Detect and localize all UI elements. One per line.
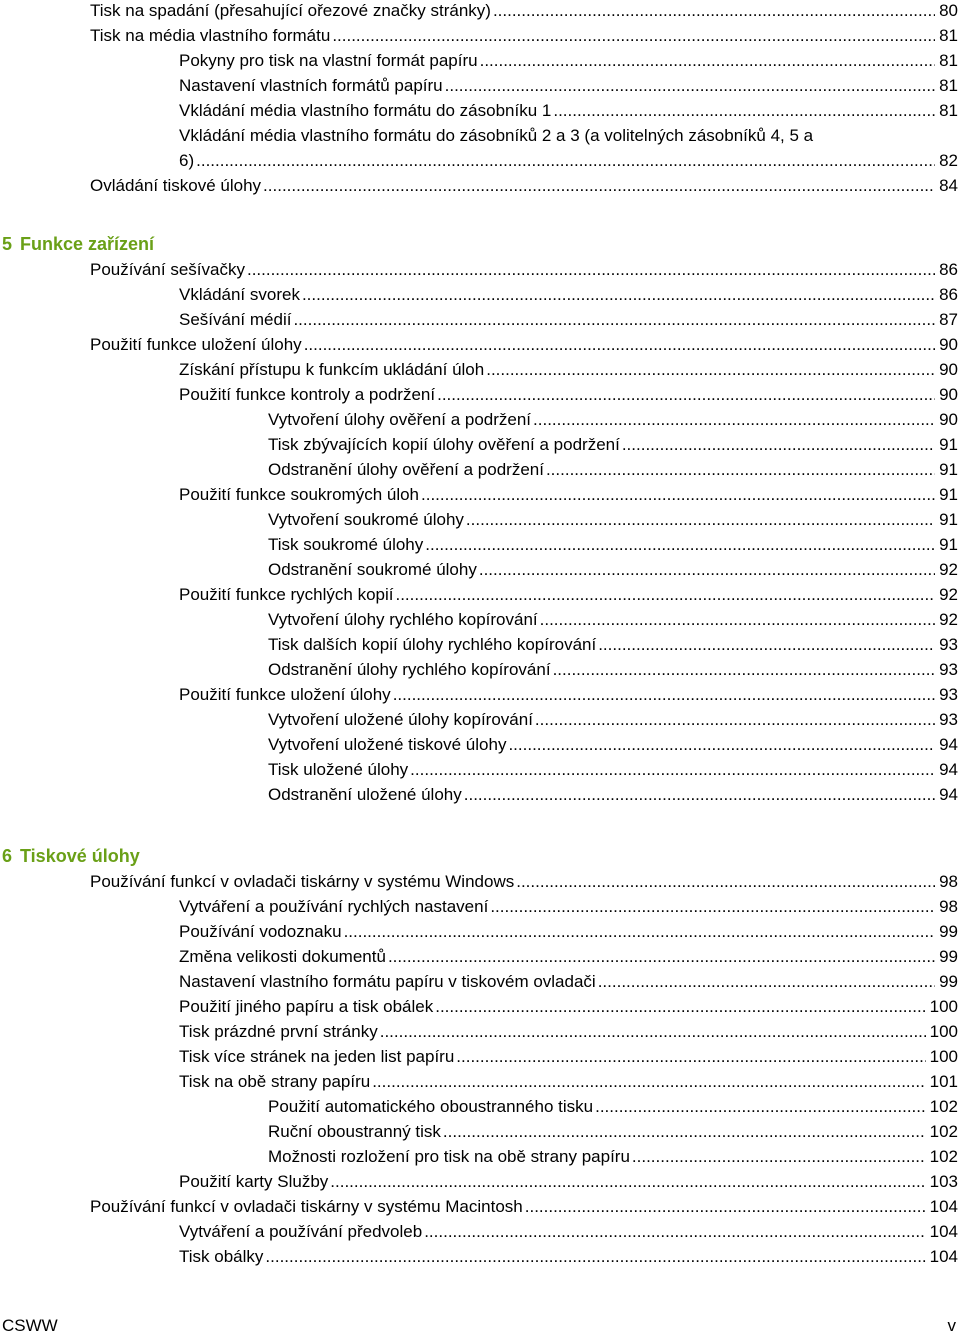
toc-entry-page: 81 xyxy=(939,101,958,120)
toc-entry-title: Získání přístupu k funkcím ukládání úloh xyxy=(179,360,485,379)
toc-entry-title: Vkládání média vlastního formátu do zásobníku 1 xyxy=(179,101,552,120)
dot-leader xyxy=(372,1069,925,1094)
toc-entry-title: Vytvoření uložené úlohy kopírování xyxy=(268,710,533,729)
dot-leader xyxy=(443,1119,926,1144)
toc-entry-page: 101 xyxy=(929,1072,958,1091)
dot-leader xyxy=(464,782,935,807)
dot-leader xyxy=(304,332,935,357)
toc-entry xyxy=(179,994,958,1019)
toc-entry-title: Používání vodoznaku xyxy=(179,922,342,941)
toc-entry-title: Použití karty Služby xyxy=(179,1172,329,1191)
dot-leader xyxy=(480,48,935,73)
toc-entry xyxy=(179,894,958,919)
toc-entry-wrapped-first-line xyxy=(179,123,958,148)
toc-entry xyxy=(179,1044,958,1069)
toc-entry xyxy=(268,407,958,432)
toc-entry-page: 93 xyxy=(939,710,958,729)
toc-entry-title: Odstranění úlohy ověření a podržení xyxy=(268,460,544,479)
toc-entry-title: Vytvoření úlohy ověření a podržení xyxy=(268,410,532,429)
dot-leader xyxy=(598,632,935,657)
toc-entry xyxy=(268,1144,958,1169)
toc-entry-title: Použití funkce uložení úlohy xyxy=(179,685,391,704)
toc-entry-title: Použití funkce uložení úlohy xyxy=(90,335,302,354)
toc-entry xyxy=(90,23,958,48)
chapter-heading xyxy=(2,843,140,869)
toc-entry-page: 81 xyxy=(939,76,958,95)
dot-leader xyxy=(424,1219,925,1244)
toc-entry-page: 92 xyxy=(939,585,958,604)
toc-entry-page: 90 xyxy=(939,385,958,404)
dot-leader xyxy=(493,0,935,23)
chapter-number: 6 xyxy=(2,846,13,866)
toc-entry-page: 104 xyxy=(929,1222,958,1241)
toc-entry-title: Použití funkce soukromých úloh xyxy=(179,485,420,504)
toc-entry-page: 100 xyxy=(929,1022,958,1041)
toc-entry-page: 102 xyxy=(929,1147,958,1166)
dot-leader xyxy=(525,1194,926,1219)
dot-leader xyxy=(490,894,935,919)
toc-entry-page: 93 xyxy=(939,685,958,704)
toc-entry xyxy=(179,1244,958,1269)
chapter-title: Tiskové úlohy xyxy=(20,846,140,866)
footer-left-label: CSWW xyxy=(2,1316,58,1335)
toc-entry-title: Vytváření a používání rychlých nastavení xyxy=(179,897,489,916)
toc-entry-page: 91 xyxy=(939,485,958,504)
toc-entry xyxy=(268,1119,958,1144)
toc-entry-title: Pokyny pro tisk na vlastní formát papíru xyxy=(179,51,478,70)
toc-entry-title: Vytváření a používání předvoleb xyxy=(179,1222,423,1241)
toc-entry xyxy=(179,73,958,98)
dot-leader xyxy=(598,969,935,994)
toc-entry xyxy=(179,98,958,123)
chapter-title: Funkce zařízení xyxy=(20,234,155,254)
toc-entry xyxy=(90,257,958,282)
toc-entry-page: 91 xyxy=(939,510,958,529)
dot-leader xyxy=(247,257,935,282)
toc-entry-title: Ruční oboustranný tisk xyxy=(268,1122,441,1141)
toc-entry xyxy=(179,1019,958,1044)
toc-entry-title: Použití funkce rychlých kopií xyxy=(179,585,394,604)
toc-entry-page: 80 xyxy=(939,1,958,20)
dot-leader xyxy=(622,432,935,457)
chapter-number: 5 xyxy=(2,234,13,254)
toc-entry xyxy=(268,732,958,757)
toc-entry-page: 82 xyxy=(939,151,958,170)
toc-entry xyxy=(268,707,958,732)
toc-entry-page: 81 xyxy=(939,51,958,70)
dot-leader xyxy=(553,657,936,682)
toc-entry-page: 84 xyxy=(939,176,958,195)
toc-entry-page: 81 xyxy=(939,26,958,45)
toc-entry-title: Používání funkcí v ovladači tiskárny v systému Macintosh xyxy=(90,1197,523,1216)
toc-entry-page: 87 xyxy=(939,310,958,329)
toc-entry xyxy=(179,1219,958,1244)
toc-entry xyxy=(90,0,958,23)
dot-leader xyxy=(380,1019,926,1044)
dot-leader xyxy=(421,482,935,507)
toc-entry xyxy=(90,332,958,357)
toc-entry xyxy=(179,382,958,407)
toc-entry-title: 6) xyxy=(179,151,195,170)
toc-entry-title: Používání sešívačky xyxy=(90,260,245,279)
toc-entry xyxy=(90,1194,958,1219)
toc-entry-page: 90 xyxy=(939,335,958,354)
toc-entry-title: Používání funkcí v ovladači tiskárny v systému Windows xyxy=(90,872,515,891)
toc-entry-title: Sešívání médií xyxy=(179,310,292,329)
toc-entry-title: Tisk obálky xyxy=(179,1247,264,1266)
toc-entry xyxy=(268,457,958,482)
toc-entry-title: Možnosti rozložení pro tisk na obě strany papíru xyxy=(268,1147,630,1166)
toc-entry-title: Použití funkce kontroly a podržení xyxy=(179,385,436,404)
toc-entry xyxy=(268,782,958,807)
toc-entry-title: Tisk soukromé úlohy xyxy=(268,535,424,554)
toc-entry-title: Vkládání média vlastního formátu do zásobníků 2 a 3 (a volitelných zásobníků 4, 5 a xyxy=(179,126,814,145)
dot-leader xyxy=(595,1094,926,1119)
dot-leader xyxy=(632,1144,926,1169)
toc-entry-title: Odstranění soukromé úlohy xyxy=(268,560,477,579)
dot-leader xyxy=(263,173,935,198)
dot-leader xyxy=(344,919,936,944)
toc-entry-title: Tisk na spadání (přesahující ořezové značky stránky) xyxy=(90,1,491,20)
dot-leader xyxy=(516,869,935,894)
toc-entry-page: 94 xyxy=(939,785,958,804)
toc-entry-page: 104 xyxy=(929,1247,958,1266)
dot-leader xyxy=(425,532,935,557)
toc-entry xyxy=(179,48,958,73)
toc-entry-title: Tisk na média vlastního formátu xyxy=(90,26,331,45)
toc-entry xyxy=(90,173,958,198)
dot-leader xyxy=(486,357,935,382)
toc-entry xyxy=(179,969,958,994)
dot-leader xyxy=(332,23,935,48)
toc-entry-title: Změna velikosti dokumentů xyxy=(179,947,386,966)
toc-entry xyxy=(179,148,958,173)
dot-leader xyxy=(388,944,935,969)
dot-leader xyxy=(546,457,935,482)
toc-entry-page: 94 xyxy=(939,760,958,779)
toc-entry-page: 91 xyxy=(939,535,958,554)
toc-entry xyxy=(268,757,958,782)
toc-entry xyxy=(179,919,958,944)
toc-entry xyxy=(268,432,958,457)
toc-entry xyxy=(179,282,958,307)
dot-leader xyxy=(395,582,935,607)
dot-leader xyxy=(410,757,935,782)
toc-entry-title: Nastavení vlastních formátů papíru xyxy=(179,76,443,95)
toc-entry-page: 91 xyxy=(939,435,958,454)
toc-entry xyxy=(268,607,958,632)
toc-entry-page: 98 xyxy=(939,872,958,891)
toc-entry xyxy=(179,307,958,332)
toc-entry xyxy=(268,532,958,557)
toc-entry-title: Tisk uložené úlohy xyxy=(268,760,409,779)
toc-entry-title: Odstranění úlohy rychlého kopírování xyxy=(268,660,551,679)
dot-leader xyxy=(445,73,935,98)
toc-entry-page: 86 xyxy=(939,260,958,279)
toc-entry xyxy=(268,632,958,657)
toc-entry-title: Vkládání svorek xyxy=(179,285,300,304)
toc-entry xyxy=(268,657,958,682)
dot-leader xyxy=(456,1044,925,1069)
toc-entry-title: Vytvoření úlohy rychlého kopírování xyxy=(268,610,538,629)
toc-entry-title: Nastavení vlastního formátu papíru v tiskovém ovladači xyxy=(179,972,596,991)
toc-entry-title: Tisk více stránek na jeden list papíru xyxy=(179,1047,455,1066)
toc-entry-page: 90 xyxy=(939,360,958,379)
toc-entry xyxy=(179,1069,958,1094)
toc-entry-title: Vytvoření uložené tiskové úlohy xyxy=(268,735,507,754)
toc-entry-title: Tisk dalších kopií úlohy rychlého kopírování xyxy=(268,635,597,654)
toc-entry-title: Použití automatického oboustranného tisku xyxy=(268,1097,594,1116)
toc-entry xyxy=(90,869,958,894)
toc-entry-page: 103 xyxy=(929,1172,958,1191)
toc-entry-page: 102 xyxy=(929,1097,958,1116)
toc-entry-title: Použití jiného papíru a tisk obálek xyxy=(179,997,434,1016)
toc-entry xyxy=(268,507,958,532)
toc-entry xyxy=(179,582,958,607)
toc-entry-title: Tisk prázdné první stránky xyxy=(179,1022,378,1041)
toc-entry-page: 90 xyxy=(939,410,958,429)
chapter-heading xyxy=(2,231,154,257)
toc-entry-page: 102 xyxy=(929,1122,958,1141)
toc-entry xyxy=(179,482,958,507)
toc-entry-title: Vytvoření soukromé úlohy xyxy=(268,510,464,529)
toc-entry-page: 92 xyxy=(939,610,958,629)
toc-entry xyxy=(268,1094,958,1119)
dot-leader xyxy=(196,148,935,173)
toc-entry xyxy=(268,557,958,582)
dot-leader xyxy=(479,557,935,582)
toc-entry-page: 91 xyxy=(939,460,958,479)
toc-entry-title: Ovládání tiskové úlohy xyxy=(90,176,262,195)
toc-entry-title: Tisk zbývajících kopií úlohy ověření a podržení xyxy=(268,435,620,454)
toc-entry-page: 99 xyxy=(939,972,958,991)
dot-leader xyxy=(437,382,935,407)
toc-entry-page: 93 xyxy=(939,635,958,654)
toc-entry-page: 86 xyxy=(939,285,958,304)
dot-leader xyxy=(293,307,935,332)
dot-leader xyxy=(540,607,935,632)
toc-entry xyxy=(179,682,958,707)
dot-leader xyxy=(393,682,935,707)
toc-entry-page: 92 xyxy=(939,560,958,579)
toc-entry-page: 104 xyxy=(929,1197,958,1216)
toc-entry-page: 100 xyxy=(929,997,958,1016)
toc-entry-title: Tisk na obě strany papíru xyxy=(179,1072,371,1091)
toc-entry-title: Odstranění uložené úlohy xyxy=(268,785,462,804)
toc-entry-page: 100 xyxy=(929,1047,958,1066)
page-number: v xyxy=(947,1316,956,1335)
dot-leader xyxy=(466,507,935,532)
dot-leader xyxy=(508,732,935,757)
toc-entry xyxy=(179,357,958,382)
toc-entry xyxy=(179,1169,958,1194)
dot-leader xyxy=(302,282,935,307)
toc-entry-page: 99 xyxy=(939,922,958,941)
dot-leader xyxy=(435,994,925,1019)
toc-entry xyxy=(179,944,958,969)
dot-leader xyxy=(265,1244,925,1269)
dot-leader xyxy=(535,707,935,732)
toc-entry-page: 98 xyxy=(939,897,958,916)
dot-leader xyxy=(553,98,935,123)
dot-leader xyxy=(533,407,935,432)
toc-entry-page: 99 xyxy=(939,947,958,966)
toc-entry-page: 93 xyxy=(939,660,958,679)
dot-leader xyxy=(330,1169,925,1194)
toc-entry-page: 94 xyxy=(939,735,958,754)
